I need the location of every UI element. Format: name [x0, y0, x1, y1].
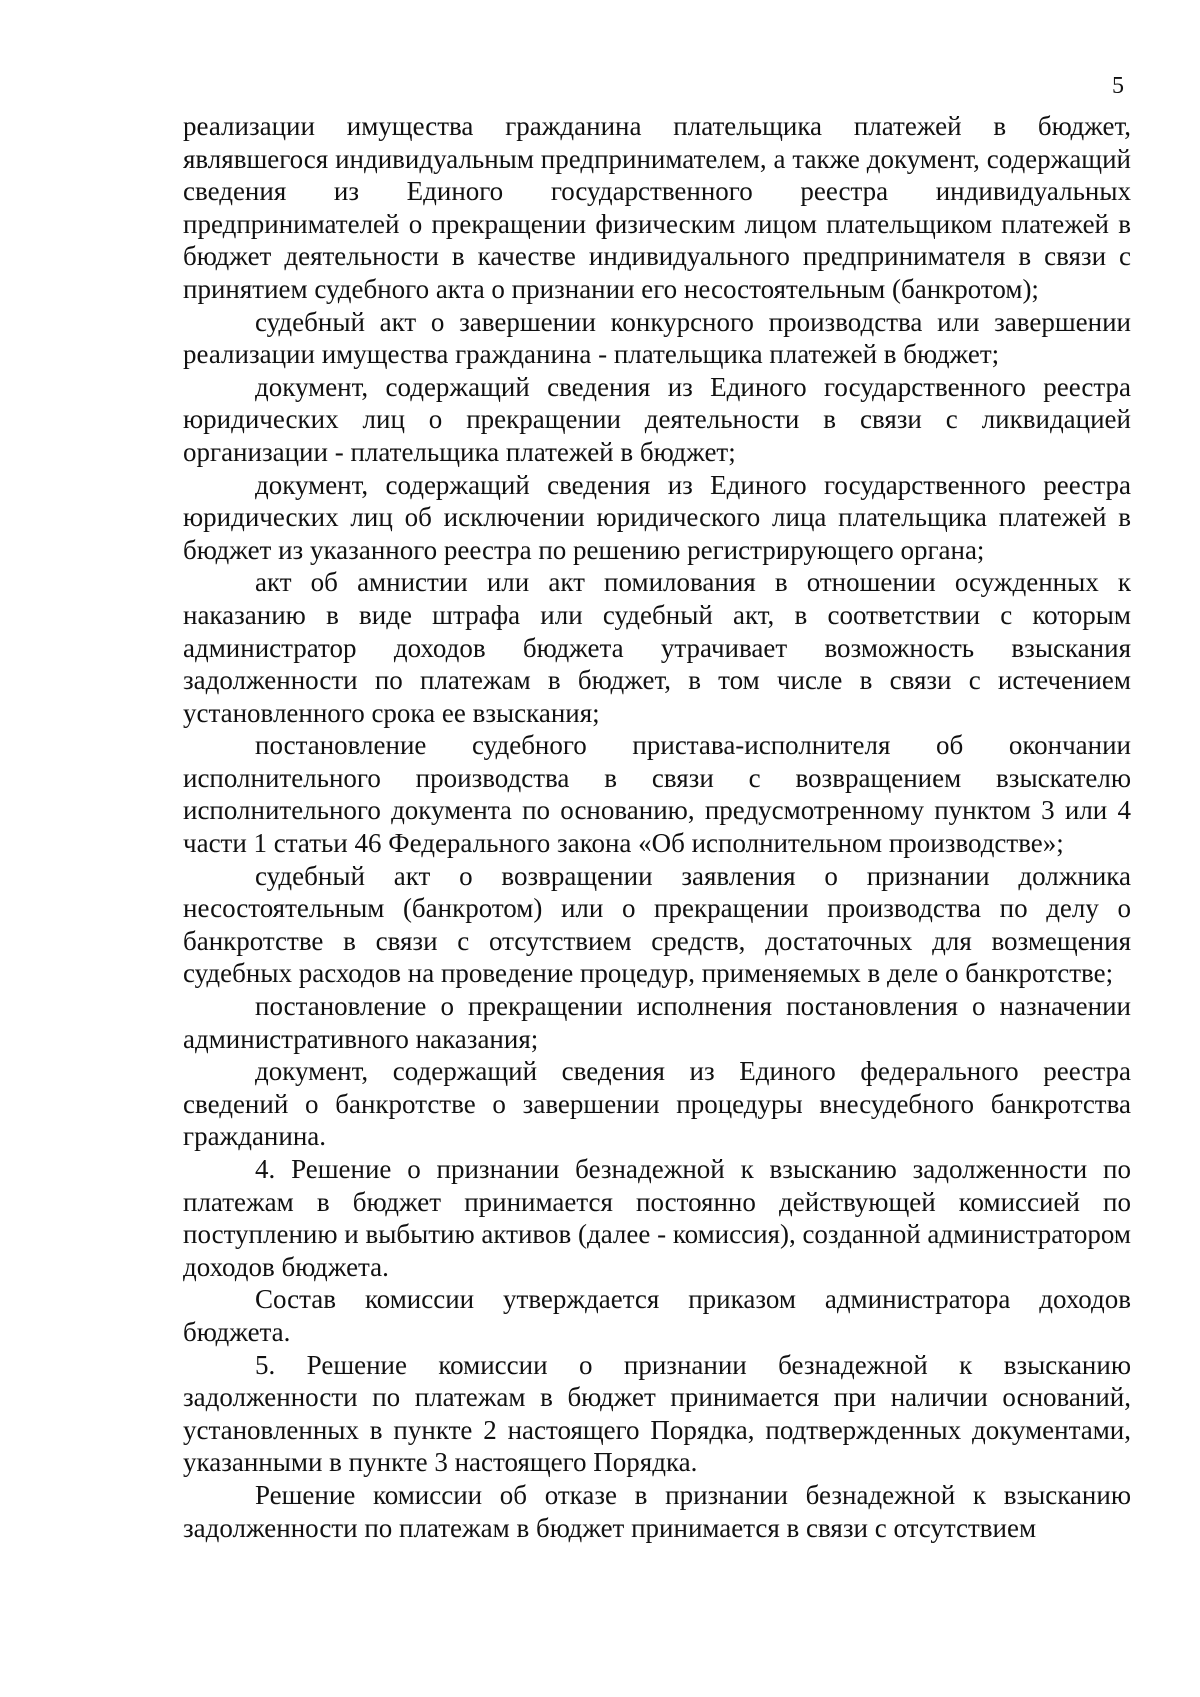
paragraph-registry-liquidation: документ, содержащий сведения из Единого государственного реестра юридических лиц о прекращении деятельности в связи с ликвидацией организации - плательщика платежей в бюджет; — [183, 371, 1131, 467]
paragraph-refusal-decision: Решение комиссии об отказе в признании безнадежной к взысканию задолженности по платежам в бюджет принимается в связи с отсутствием — [183, 1479, 1131, 1543]
document-body — [183, 110, 1131, 1544]
page-number: 5 — [1112, 73, 1124, 99]
paragraph-federal-registry: документ, содержащий сведения из Единого федерального реестра сведений о банкротстве о завершении процедуры внесудебного банкротства гражданина. — [183, 1056, 1131, 1152]
paragraph-bailiff-resolution: постановление судебного пристава-исполнителя об окончании исполнительного производства в связи с возвращением взыскателю исполнительного документа по основанию, предусмотренному пунктом 3 или 4 части 1 статьи 46 Федерального закона «Об исполнительном производстве»; — [183, 730, 1131, 859]
paragraph-section-4: 4. Решение о признании безнадежной к взысканию задолженности по платежам в бюджет принимается постоянно действующей комиссией по поступлению и выбытию активов (далее - комиссия), созданной администратором доходов бюджета. — [183, 1154, 1131, 1282]
paragraph-termination-resolution: постановление о прекращении исполнения постановления о назначении административного наказания; — [183, 991, 1131, 1054]
paragraph-section-5: 5. Решение комиссии о признании безнадежной к взысканию задолженности по платежам в бюджет принимается при наличии оснований, установленных в пункте 2 настоящего Порядка, подтвержденных документами, указанными в пункте 3 настоящего Порядка. — [183, 1349, 1131, 1478]
paragraph-court-act-completion: судебный акт о завершении конкурсного производства или завершении реализации имущества гражданина - плательщика платежей в бюджет; — [183, 306, 1131, 370]
paragraph-registry-exclusion: документ, содержащий сведения из Единого государственного реестра юридических лиц об исключении юридического лица плательщика платежей в бюджет из указанного реестра по решению регистрирующего органа; — [183, 469, 1131, 565]
paragraph-amnesty-act: акт об амнистии или акт помилования в отношении осужденных к наказанию в виде штрафа или судебный акт, в соответствии с которым администратор доходов бюджета утрачивает возможность взыскания задолженности по платежам в бюджет, в том числе в связи с истечением установленного срока ее взыскания; — [183, 567, 1131, 728]
paragraph-continuation: реализации имущества гражданина плательщика платежей в бюджет, являвшегося индивидуальным предпринимателем, а также документ, содержащий сведения из Единого государственного реестра индивидуальных предпринимателей о прекращении физическим лицом плательщиком платежей в бюджет деятельности в качестве индивидуального предпринимателя в связи с принятием судебного акта о признании его несостоятельным (банкротом); — [183, 111, 1131, 304]
paragraph-commission-composition: Состав комиссии утверждается приказом администратора доходов бюджета. — [183, 1284, 1131, 1347]
paragraph-court-act-return: судебный акт о возвращении заявления о признании должника несостоятельным (банкротом) или о прекращении производства по делу о банкротстве в связи с отсутствием средств, достаточных для возмещения судебных расходов на проведение процедур, применяемых в деле о банкротстве; — [183, 860, 1131, 989]
